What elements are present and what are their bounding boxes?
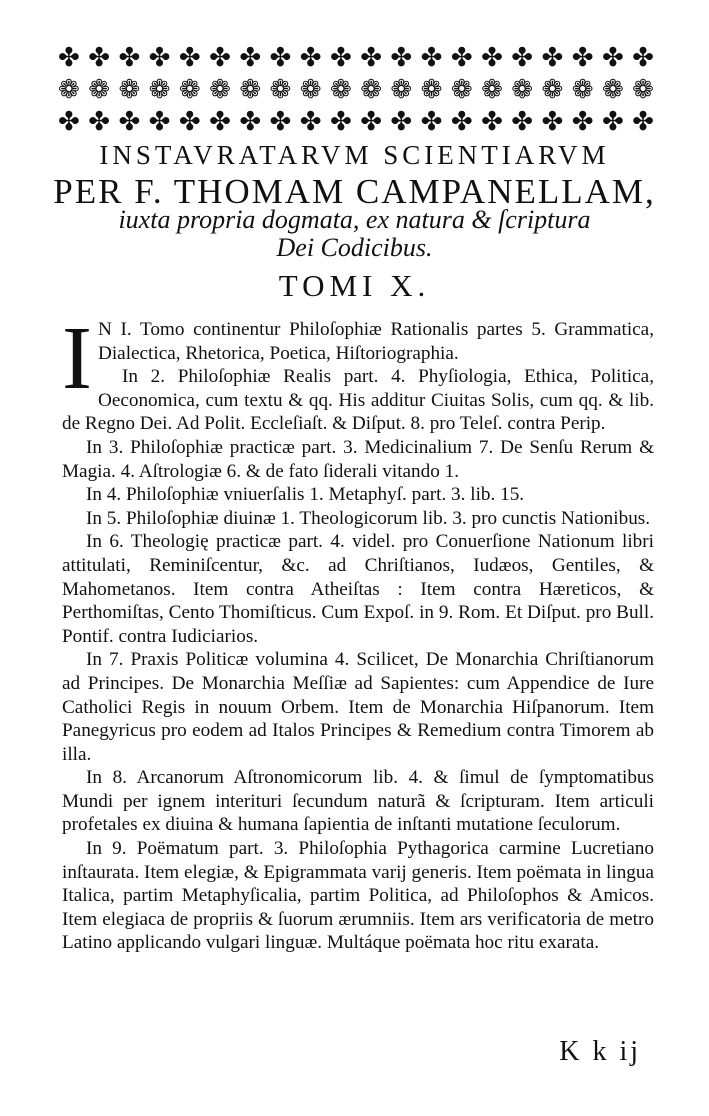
title-author: PER F. THOMAM CAMPANELLAM,: [53, 172, 656, 211]
paragraph: In 9. Poëmatum part. 3. Philoſophia Pythagorica carmine Lucretiano inſtaurata. Item elegiæ, & Epigrammata varij generis. Item poëmata in lingua Italica, partim Metaphyſicalia, partim Politica, ad Philoſophos & Amicos. Item elegiaca de propriis & ſuorum ærumniis. Item ars verificatoria de metro Latino applicando vulgari linguæ. Multáque poëmata hoc ritu exarata.: [62, 838, 654, 954]
paragraph-text: N I. Tomo continentur Philoſophiæ Rationalis partes 5. Grammatica, Dialectica, Rhetorica, Poetica, Hiſtoriographia.: [97, 319, 654, 364]
title-line-1: INSTAVRATARVM SCIENTIARVM: [99, 140, 610, 170]
title-subtitle-2: Dei Codicibus.: [276, 233, 433, 262]
paragraph: In 6. Theologię practicæ part. 4. videl. pro Conuerſione Nationum libri attitulati, Reminiſcentur, &c. ad Chriſtianos, Iudæos, Gentiles, & Mahometanos. Item contra Atheiſtas : Item contra Hæreticos, & Perthomiſtas, Cento Thomiſticus. Cum Expoſ. in 9. Rom. Et Diſput. pro Bull. Pontif. contra Iudiciarios.: [62, 531, 654, 647]
fleuron-border-ornament: [58, 44, 654, 136]
tome-heading: TOMI X.: [278, 268, 431, 303]
paragraph: In 8. Arcanorum Aſtronomicorum lib. 4. & ſimul de ſymptomatibus Mundi per ignem interituri ſecundum naturã & ſcripturam. Item articuli profetales ex diuina & humana ſapientia de inſtanti mutatione ſeculorum.: [62, 767, 654, 836]
ornament-row-top: ✤ ✤ ✤ ✤ ✤ ✤ ✤ ✤ ✤ ✤ ✤ ✤ ✤ ✤ ✤ ✤ ✤ ✤ ✤ ✤: [58, 44, 654, 72]
paragraph: In 3. Philoſophiæ practicæ part. 3. Medicinalium 7. De Senſu Rerum & Magia. 4. Aſtrologiæ 6. & de fato ſiderali vitando 1.: [62, 436, 654, 482]
paragraph: In 7. Praxis Politicæ volumina 4. Scilicet, De Monarchia Chriſtianorum ad Principes. De Monarchia Meſſiæ ad Sapientes: cum Appendice de Iure Catholici Regis in nouum Orbem. Item de Monarchia Hiſpanorum. Item Panegyricus pro eodem ad Italos Principes & Remedium contra Timorem ab illa.: [62, 649, 654, 765]
title-subtitle-1: iuxta propria dogmata, ex natura & ſcriptura: [118, 205, 591, 234]
drop-cap: I: [62, 309, 92, 408]
paragraph: In 2. Philoſophiæ Realis part. 4. Phyſiologia, Ethica, Politica, Oeconomica, cum textu & qq. His additur Ciuitas Solis, cum qq. & lib. de Regno Dei. Ad Polit. Eccleſiaſt. & Diſput. 8. pro Teleſ. contra Perip.: [62, 366, 654, 435]
ornament-row-bottom: ✤ ✤ ✤ ✤ ✤ ✤ ✤ ✤ ✤ ✤ ✤ ✤ ✤ ✤ ✤ ✤ ✤ ✤ ✤ ✤: [58, 107, 654, 136]
paragraph: In 4. Philoſophiæ vniuerſalis 1. Metaphyſ. part. 3. lib. 15.: [86, 484, 525, 506]
body-text: [62, 309, 654, 955]
ornament-row-middle: ❁ ❁ ❁ ❁ ❁ ❁ ❁ ❁ ❁ ❁ ❁ ❁ ❁ ❁ ❁ ❁ ❁ ❁ ❁ ❁: [58, 75, 654, 104]
signature-mark: K k ij: [559, 1036, 641, 1067]
paragraph: In 5. Philoſophiæ diuinæ 1. Theologicorum lib. 3. pro cunctis Nationibus.: [86, 507, 651, 529]
